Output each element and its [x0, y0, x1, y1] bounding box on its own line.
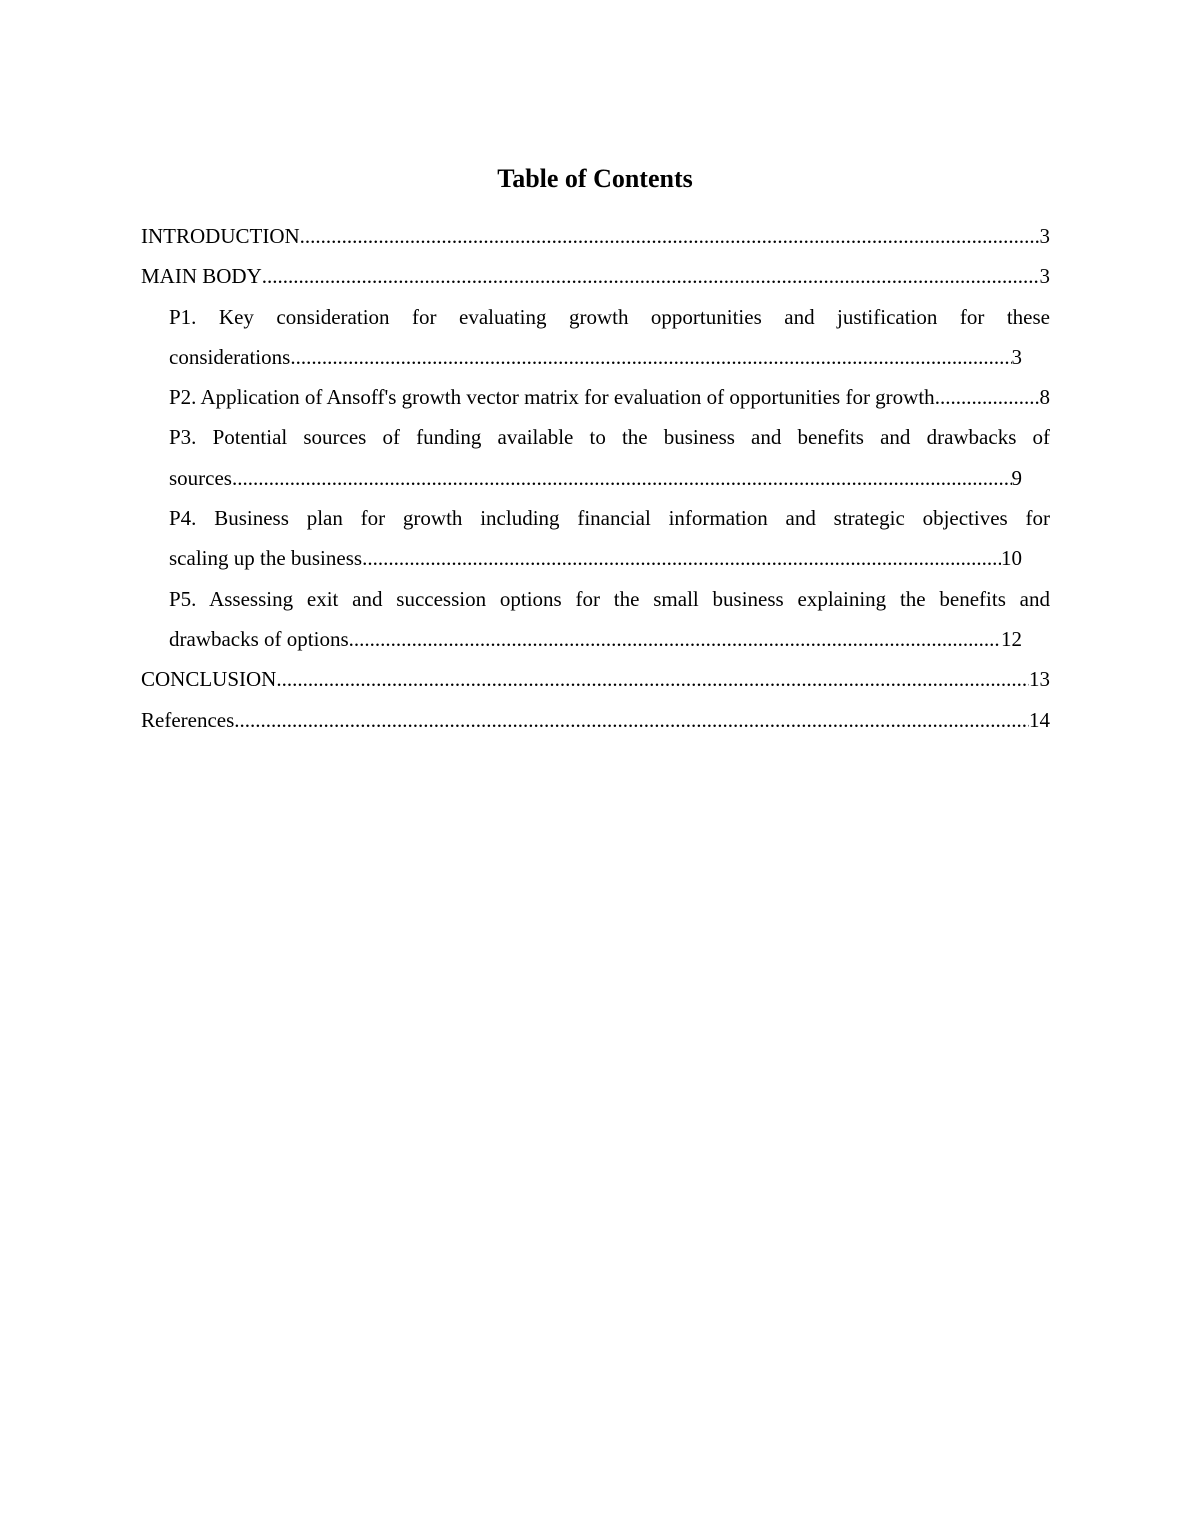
- toc-page-number: 10: [1001, 546, 1022, 571]
- dot-leader: [362, 538, 1001, 578]
- dot-leader: [290, 337, 1011, 377]
- toc-page-number: 14: [1029, 707, 1050, 732]
- toc-entry-label: INTRODUCTION: [141, 224, 300, 248]
- toc-entry-label-line2: drawbacks of options: [169, 626, 349, 651]
- toc-entry-conclusion[interactable]: [141, 659, 1050, 699]
- dot-leader: [349, 619, 1001, 659]
- toc-entry-label-line1: P5. Assessing exit and succession options for the small business explaining the benefits and: [169, 586, 1050, 611]
- table-of-contents: [141, 216, 1050, 740]
- dot-leader: [935, 377, 1040, 417]
- toc-entry-label-line1: P4. Business plan for growth including financial information and strategic objectives for: [169, 506, 1050, 531]
- toc-page-number: 3: [1011, 344, 1022, 369]
- toc-entry-label-line2-row: [169, 538, 1050, 578]
- toc-entry-label-line2: scaling up the business: [169, 546, 363, 571]
- toc-entry-p2[interactable]: [169, 377, 1050, 417]
- toc-entry-label-line2-row: [169, 458, 1050, 498]
- toc-entry-label-line1: P1. Key consideration for evaluating growth opportunities and justification for these: [169, 304, 1050, 329]
- toc-page-number: 8: [1039, 385, 1050, 410]
- toc-entry-label-line2: sources: [169, 465, 232, 490]
- toc-entry-p1[interactable]: [169, 297, 1050, 378]
- dot-leader: [300, 216, 1040, 256]
- toc-page-number: 12: [1001, 626, 1022, 651]
- toc-entry-label: P2. Application of Ansoff's growth vector matrix for evaluation of opportunities for growth: [169, 385, 935, 410]
- toc-entry-introduction[interactable]: [141, 216, 1050, 256]
- page-title: Table of Contents: [497, 164, 693, 193]
- dot-leader: [234, 700, 1029, 740]
- toc-entry-label: MAIN BODY: [141, 264, 262, 289]
- toc-entry-label-line2: considerations: [169, 344, 291, 369]
- toc-entry-label-line2-row: [169, 619, 1050, 659]
- toc-entry-references[interactable]: [141, 700, 1050, 740]
- toc-entry-main-body[interactable]: [141, 256, 1050, 296]
- toc-page-number: 9: [1011, 465, 1022, 490]
- toc-page-number: 3: [1039, 264, 1050, 289]
- toc-entry-label-line2-row: [169, 337, 1050, 377]
- toc-page-number: 3: [1039, 224, 1050, 248]
- toc-entry-p4[interactable]: [169, 498, 1050, 579]
- dot-leader: [276, 659, 1029, 699]
- dot-leader: [262, 256, 1040, 296]
- toc-page-number: 13: [1029, 667, 1050, 692]
- toc-entry-label-line1: P3. Potential sources of funding available to the business and benefits and drawbacks of: [169, 425, 1050, 450]
- toc-entry-p5[interactable]: [169, 579, 1050, 660]
- toc-entry-label: References: [141, 707, 235, 732]
- toc-entry-label: CONCLUSION: [141, 667, 277, 692]
- toc-entry-p3[interactable]: [169, 417, 1050, 498]
- dot-leader: [232, 458, 1012, 498]
